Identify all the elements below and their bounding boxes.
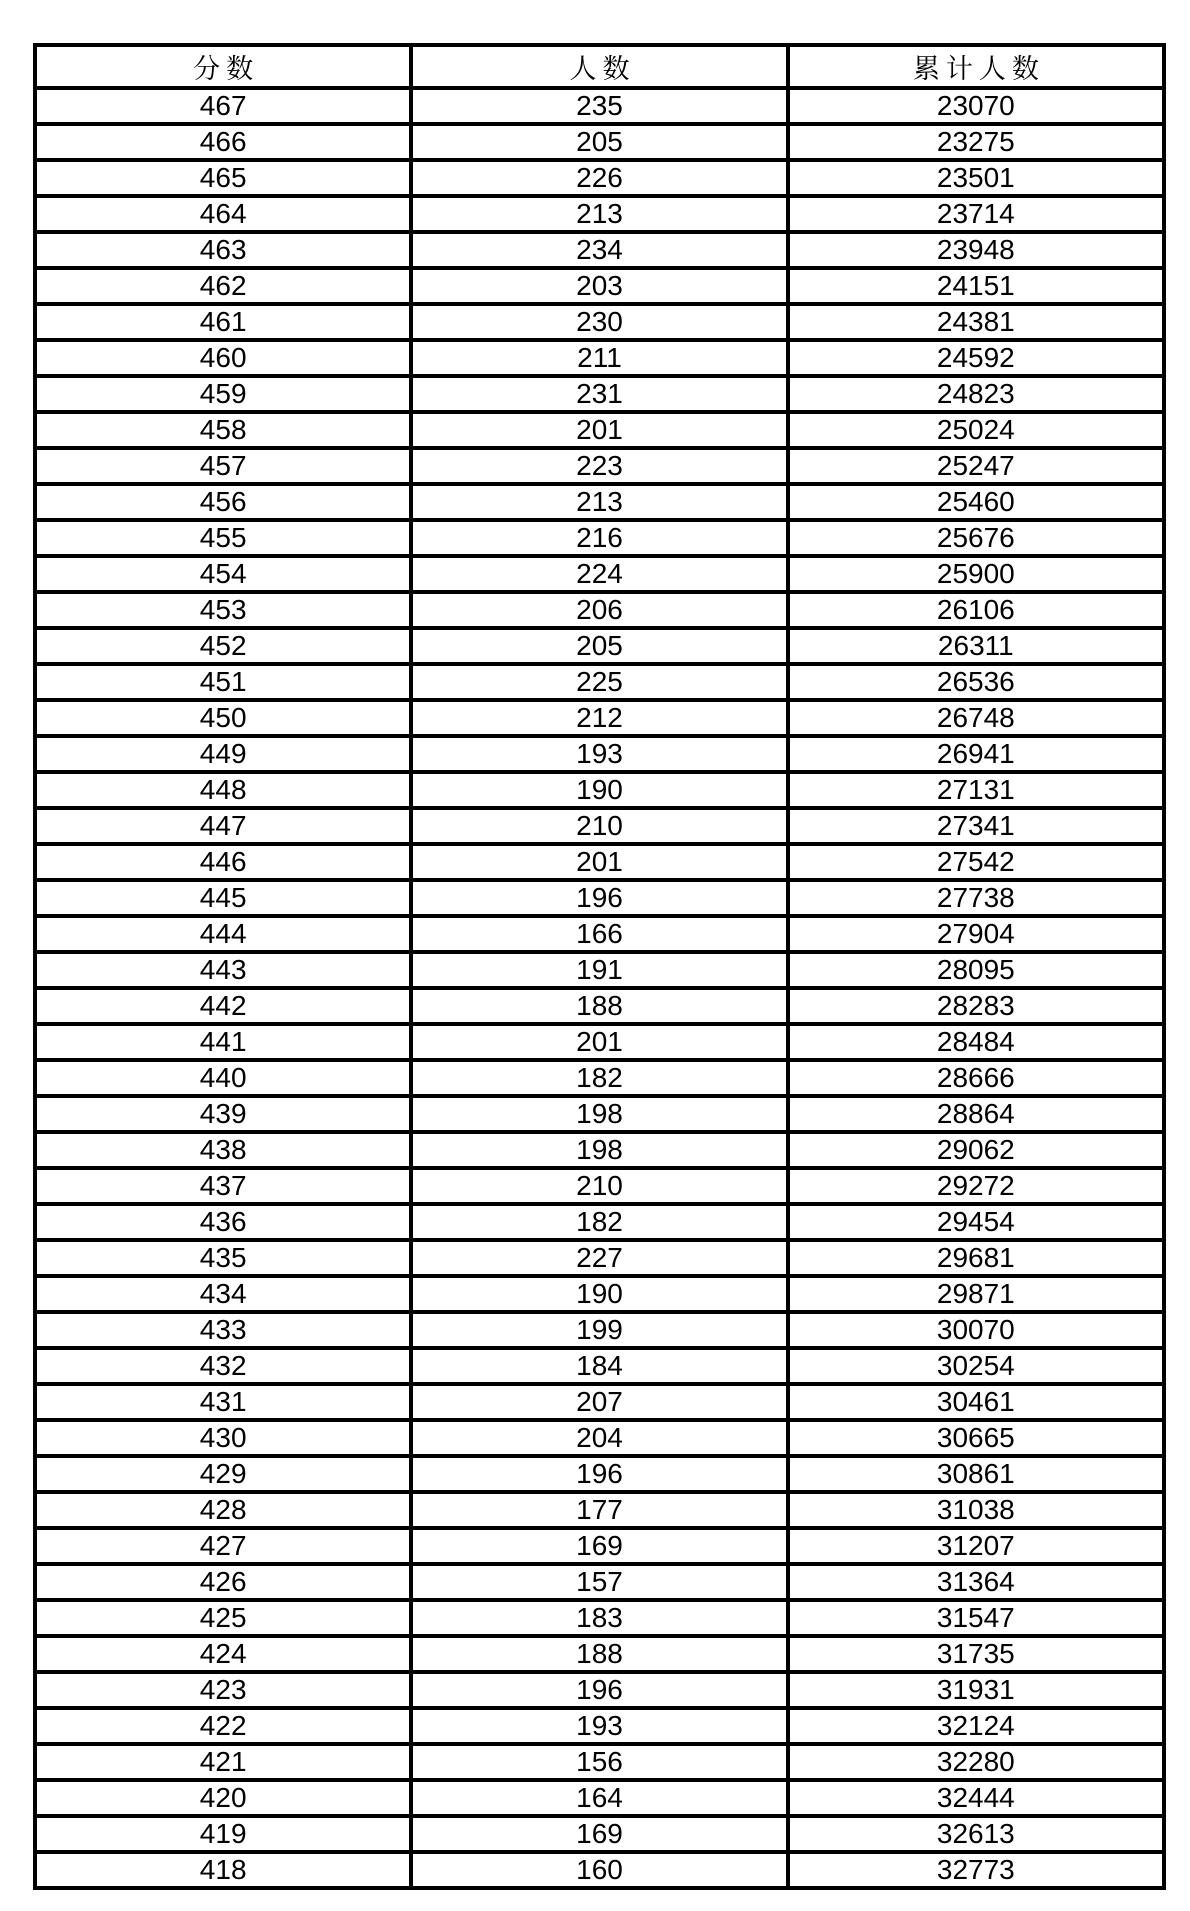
count-cell: 156 xyxy=(411,1744,787,1780)
score-cell: 466 xyxy=(35,124,411,160)
count-cell: 182 xyxy=(411,1204,787,1240)
score-cell: 459 xyxy=(35,376,411,412)
cumulative-cell: 26941 xyxy=(788,736,1164,772)
cumulative-cell: 28864 xyxy=(788,1096,1164,1132)
score-cell: 462 xyxy=(35,268,411,304)
cumulative-cell: 31931 xyxy=(788,1672,1164,1708)
count-cell: 191 xyxy=(411,952,787,988)
count-cell: 157 xyxy=(411,1564,787,1600)
count-cell: 188 xyxy=(411,988,787,1024)
header-row xyxy=(35,45,1164,88)
score-cell: 467 xyxy=(35,88,411,124)
score-cell: 439 xyxy=(35,1096,411,1132)
cumulative-cell: 25024 xyxy=(788,412,1164,448)
score-cell: 438 xyxy=(35,1132,411,1168)
score-cell: 457 xyxy=(35,448,411,484)
score-cell: 433 xyxy=(35,1312,411,1348)
table-row xyxy=(35,952,1164,988)
score-cell: 444 xyxy=(35,916,411,952)
score-cell: 421 xyxy=(35,1744,411,1780)
score-cell: 426 xyxy=(35,1564,411,1600)
count-cell: 177 xyxy=(411,1492,787,1528)
score-cell: 441 xyxy=(35,1024,411,1060)
table-row xyxy=(35,1492,1164,1528)
count-cell: 230 xyxy=(411,304,787,340)
score-cell: 450 xyxy=(35,700,411,736)
score-cell: 451 xyxy=(35,664,411,700)
table-row xyxy=(35,592,1164,628)
cumulative-cell: 32444 xyxy=(788,1780,1164,1816)
cumulative-cell: 32280 xyxy=(788,1744,1164,1780)
cumulative-cell: 25900 xyxy=(788,556,1164,592)
count-cell: 223 xyxy=(411,448,787,484)
table-row xyxy=(35,1060,1164,1096)
count-cell: 205 xyxy=(411,628,787,664)
count-cell: 213 xyxy=(411,196,787,232)
cumulative-cell: 32613 xyxy=(788,1816,1164,1852)
score-cell: 446 xyxy=(35,844,411,880)
cumulative-cell: 26311 xyxy=(788,628,1164,664)
count-cell: 193 xyxy=(411,736,787,772)
cumulative-cell: 25460 xyxy=(788,484,1164,520)
table-row xyxy=(35,1096,1164,1132)
score-cell: 455 xyxy=(35,520,411,556)
cumulative-cell: 28095 xyxy=(788,952,1164,988)
cumulative-cell: 27131 xyxy=(788,772,1164,808)
table-row xyxy=(35,1204,1164,1240)
table-row xyxy=(35,232,1164,268)
cumulative-cell: 31735 xyxy=(788,1636,1164,1672)
count-cell: 210 xyxy=(411,1168,787,1204)
cumulative-cell: 27542 xyxy=(788,844,1164,880)
table-row xyxy=(35,1744,1164,1780)
cumulative-cell: 23275 xyxy=(788,124,1164,160)
score-cell: 461 xyxy=(35,304,411,340)
cumulative-cell: 29871 xyxy=(788,1276,1164,1312)
count-cell: 231 xyxy=(411,376,787,412)
table-row xyxy=(35,88,1164,124)
count-cell: 201 xyxy=(411,844,787,880)
cumulative-cell: 26536 xyxy=(788,664,1164,700)
cumulative-cell: 23948 xyxy=(788,232,1164,268)
cumulative-cell: 29272 xyxy=(788,1168,1164,1204)
cumulative-cell: 28283 xyxy=(788,988,1164,1024)
table-row xyxy=(35,160,1164,196)
cumulative-cell: 31364 xyxy=(788,1564,1164,1600)
cumulative-cell: 32773 xyxy=(788,1852,1164,1888)
header-cumulative-count: 累计人数 xyxy=(788,45,1164,88)
cumulative-cell: 24592 xyxy=(788,340,1164,376)
count-cell: 211 xyxy=(411,340,787,376)
table-row xyxy=(35,1348,1164,1384)
score-cell: 425 xyxy=(35,1600,411,1636)
count-cell: 235 xyxy=(411,88,787,124)
score-cell: 427 xyxy=(35,1528,411,1564)
cumulative-cell: 28666 xyxy=(788,1060,1164,1096)
score-cell: 453 xyxy=(35,592,411,628)
cumulative-cell: 28484 xyxy=(788,1024,1164,1060)
count-cell: 184 xyxy=(411,1348,787,1384)
cumulative-cell: 30254 xyxy=(788,1348,1164,1384)
score-cell: 464 xyxy=(35,196,411,232)
count-cell: 205 xyxy=(411,124,787,160)
table-row xyxy=(35,196,1164,232)
count-cell: 207 xyxy=(411,1384,787,1420)
cumulative-cell: 30665 xyxy=(788,1420,1164,1456)
cumulative-cell: 24823 xyxy=(788,376,1164,412)
cumulative-cell: 26748 xyxy=(788,700,1164,736)
cumulative-cell: 30461 xyxy=(788,1384,1164,1420)
table-row xyxy=(35,1240,1164,1276)
cumulative-cell: 27341 xyxy=(788,808,1164,844)
table-row xyxy=(35,1564,1164,1600)
table-row xyxy=(35,844,1164,880)
table-row xyxy=(35,808,1164,844)
count-cell: 198 xyxy=(411,1132,787,1168)
cumulative-cell: 32124 xyxy=(788,1708,1164,1744)
table-row xyxy=(35,124,1164,160)
score-cell: 458 xyxy=(35,412,411,448)
count-cell: 227 xyxy=(411,1240,787,1276)
score-cell: 429 xyxy=(35,1456,411,1492)
table-row xyxy=(35,1528,1164,1564)
count-cell: 206 xyxy=(411,592,787,628)
score-cell: 460 xyxy=(35,340,411,376)
table-row xyxy=(35,1456,1164,1492)
score-cell: 465 xyxy=(35,160,411,196)
table-row xyxy=(35,664,1164,700)
score-cell: 420 xyxy=(35,1780,411,1816)
cumulative-cell: 30070 xyxy=(788,1312,1164,1348)
count-cell: 226 xyxy=(411,160,787,196)
count-cell: 201 xyxy=(411,1024,787,1060)
score-cell: 456 xyxy=(35,484,411,520)
score-cell: 423 xyxy=(35,1672,411,1708)
score-cell: 442 xyxy=(35,988,411,1024)
score-cell: 431 xyxy=(35,1384,411,1420)
cumulative-cell: 29454 xyxy=(788,1204,1164,1240)
score-cell: 449 xyxy=(35,736,411,772)
count-cell: 188 xyxy=(411,1636,787,1672)
table-row xyxy=(35,1384,1164,1420)
header-score: 分数 xyxy=(35,45,411,88)
score-cell: 432 xyxy=(35,1348,411,1384)
table-row xyxy=(35,880,1164,916)
count-cell: 164 xyxy=(411,1780,787,1816)
table-row xyxy=(35,1276,1164,1312)
table-row xyxy=(35,736,1164,772)
table-row xyxy=(35,412,1164,448)
count-cell: 196 xyxy=(411,1672,787,1708)
score-cell: 422 xyxy=(35,1708,411,1744)
table-row xyxy=(35,628,1164,664)
count-cell: 198 xyxy=(411,1096,787,1132)
score-cell: 419 xyxy=(35,1816,411,1852)
score-distribution-table xyxy=(33,43,1166,1890)
score-cell: 424 xyxy=(35,1636,411,1672)
table-row xyxy=(35,1168,1164,1204)
count-cell: 166 xyxy=(411,916,787,952)
table-row xyxy=(35,772,1164,808)
cumulative-cell: 29062 xyxy=(788,1132,1164,1168)
score-cell: 436 xyxy=(35,1204,411,1240)
table-row xyxy=(35,340,1164,376)
count-cell: 212 xyxy=(411,700,787,736)
score-cell: 437 xyxy=(35,1168,411,1204)
table-row xyxy=(35,1816,1164,1852)
cumulative-cell: 26106 xyxy=(788,592,1164,628)
cumulative-cell: 23070 xyxy=(788,88,1164,124)
table-row xyxy=(35,1132,1164,1168)
cumulative-cell: 29681 xyxy=(788,1240,1164,1276)
cumulative-cell: 24381 xyxy=(788,304,1164,340)
table-row xyxy=(35,700,1164,736)
score-cell: 454 xyxy=(35,556,411,592)
score-cell: 447 xyxy=(35,808,411,844)
table-row xyxy=(35,916,1164,952)
count-cell: 234 xyxy=(411,232,787,268)
cumulative-cell: 25247 xyxy=(788,448,1164,484)
table-row xyxy=(35,1852,1164,1888)
table-row xyxy=(35,268,1164,304)
table-row xyxy=(35,1672,1164,1708)
count-cell: 224 xyxy=(411,556,787,592)
score-cell: 430 xyxy=(35,1420,411,1456)
cumulative-cell: 25676 xyxy=(788,520,1164,556)
count-cell: 183 xyxy=(411,1600,787,1636)
count-cell: 196 xyxy=(411,1456,787,1492)
table-row xyxy=(35,1636,1164,1672)
table-row xyxy=(35,448,1164,484)
count-cell: 203 xyxy=(411,268,787,304)
cumulative-cell: 24151 xyxy=(788,268,1164,304)
table-row xyxy=(35,376,1164,412)
score-cell: 435 xyxy=(35,1240,411,1276)
cumulative-cell: 23714 xyxy=(788,196,1164,232)
count-cell: 190 xyxy=(411,772,787,808)
score-cell: 440 xyxy=(35,1060,411,1096)
cumulative-cell: 31547 xyxy=(788,1600,1164,1636)
score-cell: 434 xyxy=(35,1276,411,1312)
score-cell: 452 xyxy=(35,628,411,664)
score-cell: 445 xyxy=(35,880,411,916)
count-cell: 201 xyxy=(411,412,787,448)
table-row xyxy=(35,1600,1164,1636)
table-row xyxy=(35,1780,1164,1816)
table-row xyxy=(35,1024,1164,1060)
count-cell: 193 xyxy=(411,1708,787,1744)
score-cell: 428 xyxy=(35,1492,411,1528)
table-row xyxy=(35,1708,1164,1744)
count-cell: 169 xyxy=(411,1528,787,1564)
count-cell: 225 xyxy=(411,664,787,700)
table-row xyxy=(35,484,1164,520)
count-cell: 204 xyxy=(411,1420,787,1456)
cumulative-cell: 27904 xyxy=(788,916,1164,952)
score-cell: 463 xyxy=(35,232,411,268)
table-row xyxy=(35,1420,1164,1456)
table-row xyxy=(35,520,1164,556)
count-cell: 216 xyxy=(411,520,787,556)
count-cell: 160 xyxy=(411,1852,787,1888)
count-cell: 169 xyxy=(411,1816,787,1852)
count-cell: 213 xyxy=(411,484,787,520)
score-cell: 448 xyxy=(35,772,411,808)
table-row xyxy=(35,556,1164,592)
cumulative-cell: 27738 xyxy=(788,880,1164,916)
count-cell: 199 xyxy=(411,1312,787,1348)
count-cell: 190 xyxy=(411,1276,787,1312)
count-cell: 196 xyxy=(411,880,787,916)
table-row xyxy=(35,304,1164,340)
count-cell: 182 xyxy=(411,1060,787,1096)
header-count: 人数 xyxy=(411,45,787,88)
cumulative-cell: 30861 xyxy=(788,1456,1164,1492)
score-cell: 443 xyxy=(35,952,411,988)
count-cell: 210 xyxy=(411,808,787,844)
cumulative-cell: 31038 xyxy=(788,1492,1164,1528)
score-cell: 418 xyxy=(35,1852,411,1888)
table-row xyxy=(35,988,1164,1024)
cumulative-cell: 31207 xyxy=(788,1528,1164,1564)
table-row xyxy=(35,1312,1164,1348)
cumulative-cell: 23501 xyxy=(788,160,1164,196)
